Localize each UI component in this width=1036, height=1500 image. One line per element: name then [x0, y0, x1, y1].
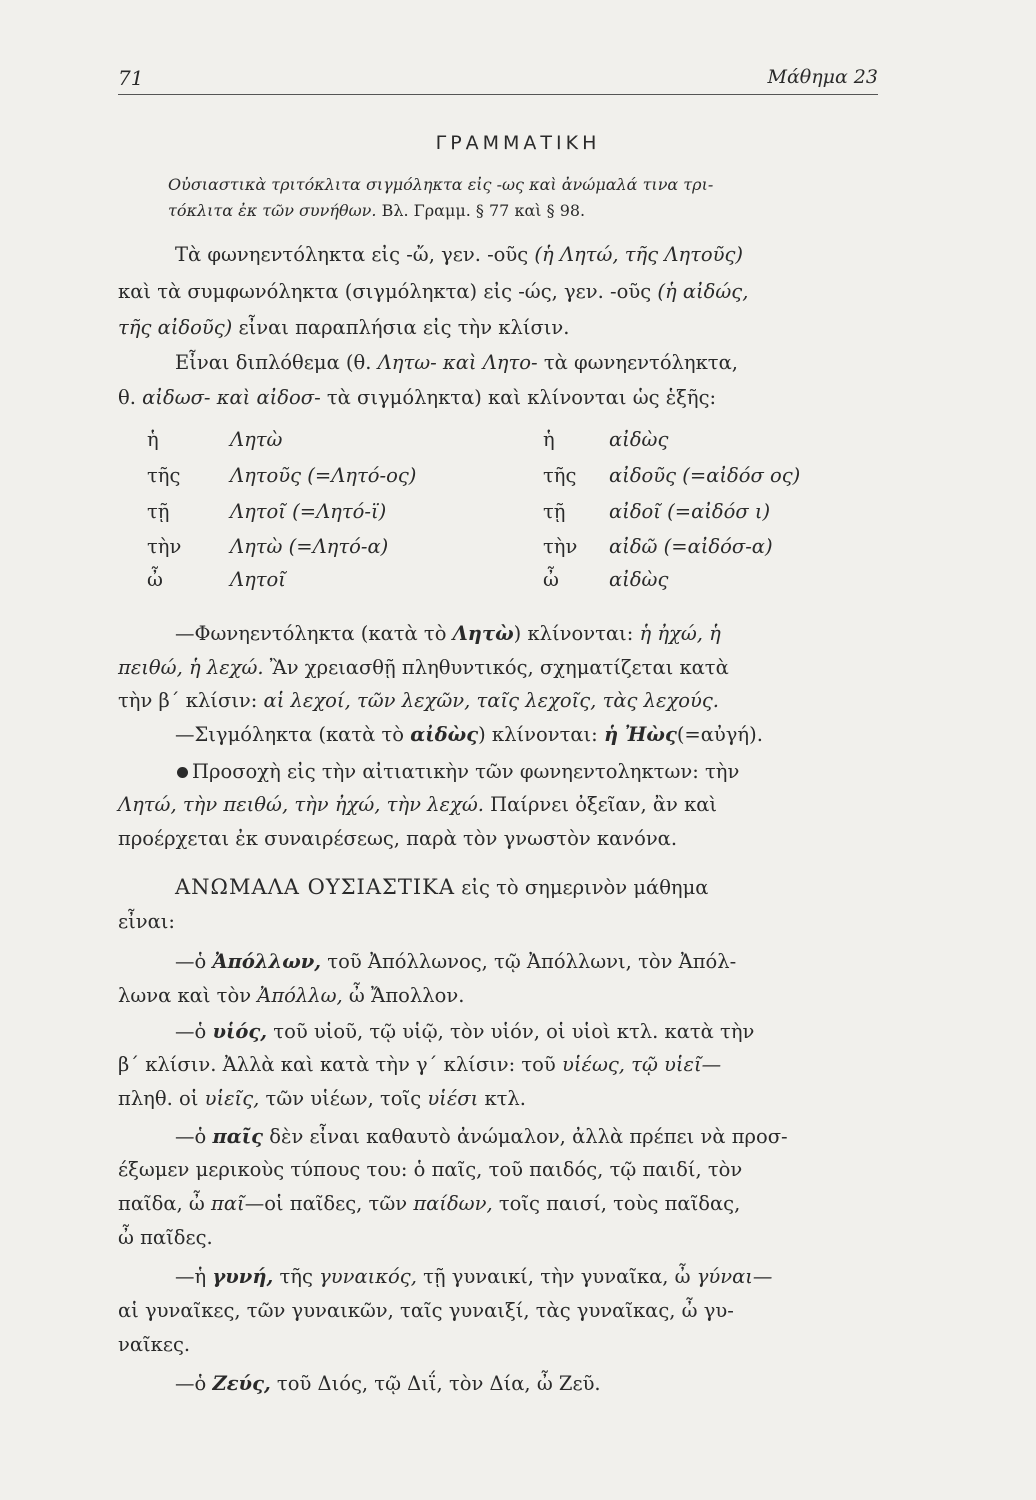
text-line: ὦ παῖδες.: [118, 1226, 213, 1249]
section-subtitle: [168, 172, 868, 224]
section-title: ΓΡΑΜΜΑΤΙΚΗ: [435, 132, 601, 154]
text-line: ΑΝΩΜΑΛΑ ΟΥΣΙΑΣΤΙΚΑ εἰς τὸ σημερινὸν μάθημα: [175, 875, 709, 899]
text-line: παῖδα, ὦ παῖ—οἱ παῖδες, τῶν παίδων, τοῖς παισί, τοὺς παῖδας,: [118, 1192, 741, 1215]
table-row: ἡ Λητὼ ἡ αἰδὼς: [147, 428, 669, 451]
text-line: —ὁ Ἀπόλλων, τοῦ Ἀπόλλωνος, τῷ Ἀπόλλωνι, τὸν Ἀπόλ-: [175, 950, 737, 973]
subtitle-line: τόκλιτα ἐκ τῶν συνήθων. Βλ. Γραμμ. § 77 καὶ § 98.: [168, 201, 586, 220]
text-line: καὶ τὰ συμφωνόληκτα (σιγμόληκτα) εἰς -ώς, γεν. -οῦς (ἡ αἰδώς,: [118, 280, 749, 303]
text-line: β΄ κλίσιν. Ἀλλὰ καὶ κατὰ τὴν γ΄ κλίσιν: τοῦ υἱέως, τῷ υἱεῖ—: [118, 1053, 722, 1076]
text-line: —ὁ παῖς δὲν εἶναι καθαυτὸ ἀνώμαλον, ἀλλὰ πρέπει νὰ προσ-: [175, 1125, 788, 1148]
text-line: —Σιγμόληκτα (κατὰ τὸ αἰδὼς) κλίνονται: ἡ Ἠὼς(=αὐγή).: [175, 723, 763, 746]
page-number: 71: [118, 66, 144, 90]
text-line: πληθ. οἱ υἱεῖς, τῶν υἱέων, τοῖς υἱέσι κτλ.: [118, 1087, 526, 1110]
text-line: Τὰ φωνηεντόληκτα εἰς -ὤ, γεν. -οῦς (ἡ Λητώ, τῆς Λητοῦς): [175, 243, 744, 266]
table-row: τὴν Λητὼ (=Λητό-α) τὴν αἰδῶ (=αἰδόσ-α): [147, 535, 773, 558]
text-line: θ. αἰδωσ- καὶ αἰδοσ- τὰ σιγμόληκτα) καὶ κλίνονται ὡς ἑξῆς:: [118, 386, 717, 409]
text-line: Προσοχὴ εἰς τὴν αἰτιατικὴν τῶν φωνηεντοληκτων: τὴν: [175, 760, 739, 783]
table-row: τῇ Λητοῖ (=Λητό-ϊ) τῇ αἰδοῖ (=αἰδόσ ι): [147, 500, 771, 523]
table-row: τῆς Λητοῦς (=Λητό-ος) τῆς αἰδοῦς (=αἰδόσ ος): [147, 464, 801, 487]
text-line: —ἡ γυνή, τῆς γυναικός, τῇ γυναικί, τὴν γυναῖκα, ὦ γύναι—: [175, 1265, 773, 1288]
text-line: τῆς αἰδοῦς) εἶναι παραπλήσια εἰς τὴν κλίσιν.: [118, 316, 570, 339]
text-line: λωνα καὶ τὸν Ἀπόλλω, ὦ Ἄπολλον.: [118, 984, 465, 1007]
text-line: εἶναι:: [118, 910, 175, 933]
bullet-icon: [177, 767, 188, 778]
text-line: —Φωνηεντόληκτα (κατὰ τὸ Λητὼ) κλίνονται: ἡ ἠχώ, ἡ: [175, 622, 721, 645]
text-line: —ὁ Ζεύς, τοῦ Διός, τῷ Διΐ, τὸν Δία, ὦ Ζεῦ.: [175, 1372, 601, 1395]
text-line: αἱ γυναῖκες, τῶν γυναικῶν, ταῖς γυναιξί, τὰς γυναῖκας, ὦ γυ-: [118, 1299, 734, 1322]
page-header: [118, 66, 878, 95]
subtitle-line: Οὐσιαστικὰ τριτόκλιτα σιγμόληκτα εἰς -ως καὶ ἀνώμαλά τινα τρι-: [168, 175, 714, 194]
text-line: Εἶναι διπλόθεμα (θ. Λητω- καὶ Λητο- τὰ φωνηεντόληκτα,: [175, 351, 738, 374]
table-row: ὦ Λητοῖ ὦ αἰδὼς: [147, 568, 669, 591]
text-line: Λητώ, τὴν πειθώ, τὴν ἠχώ, τὴν λεχώ. Παίρνει ὀξεῖαν, ἂν καὶ: [118, 793, 718, 816]
text-line: τὴν β΄ κλίσιν: αἱ λεχοί, τῶν λεχῶν, ταῖς λεχοῖς, τὰς λεχούς.: [118, 689, 719, 712]
text-line: πειθώ, ἡ λεχώ. Ἂν χρειασθῇ πληθυντικός, σχηματίζεται κατὰ: [118, 656, 729, 679]
text-line: προέρχεται ἐκ συναιρέσεως, παρὰ τὸν γνωστὸν κανόνα.: [118, 827, 678, 850]
text-line: ναῖκες.: [118, 1333, 191, 1356]
text-line: έξωμεν μερικοὺς τύπους του: ὁ παῖς, τοῦ παιδός, τῷ παιδί, τὸν: [118, 1158, 743, 1181]
lesson-label: Μάθημα 23: [767, 66, 878, 88]
text-line: —ὁ υἱός, τοῦ υἱοῦ, τῷ υἱῷ, τὸν υἱόν, οἱ υἱοὶ κτλ. κατὰ τὴν: [175, 1020, 755, 1043]
